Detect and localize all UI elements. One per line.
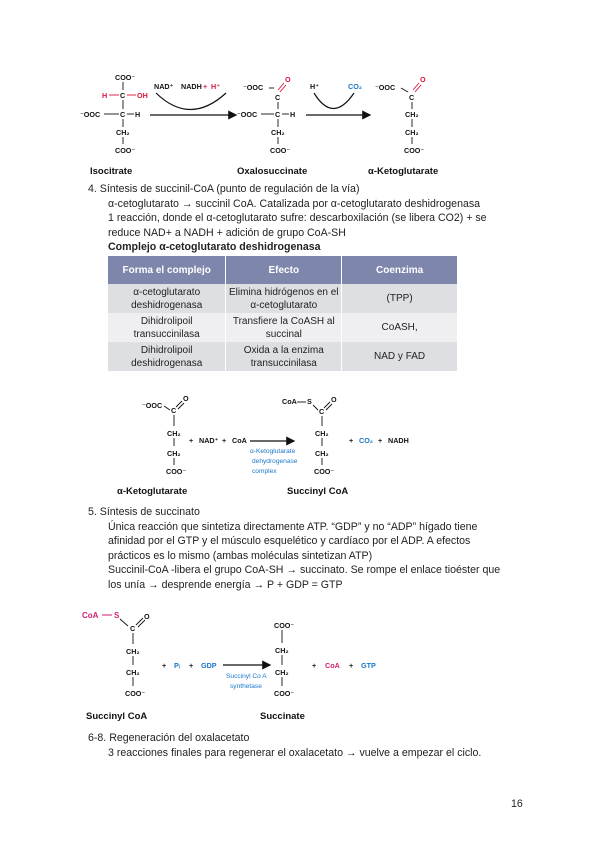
oxalosuccinate-h: H — [290, 110, 296, 119]
f2-keto-ooc: ⁻OOC — [142, 401, 163, 410]
table-row — [108, 342, 458, 371]
step1-h: H⁺ — [211, 82, 220, 91]
enzyme-complex-table — [108, 256, 458, 371]
table-cell: Dihidrolipoil deshidrogenasa — [108, 342, 226, 371]
step2-h: H⁺ — [310, 82, 319, 91]
ketoglutarate-label: α-Ketoglutarate — [368, 166, 439, 177]
step1-nad: NAD⁺ — [154, 82, 174, 91]
table-row — [108, 284, 458, 313]
f2-prod-nadh: NADH — [388, 436, 409, 445]
table-cell: Elimina hidrógenos en el α-cetoglutarato — [226, 284, 342, 313]
step1-plus: + — [203, 82, 208, 91]
f2-keto-ch2a: CH₂ — [167, 429, 181, 438]
f2-coa: CoA — [232, 436, 247, 445]
isocitrate-oh: OH — [137, 91, 148, 100]
isocitrate-ch2: CH₂ — [116, 128, 130, 137]
f2-succ-ch2a: CH₂ — [315, 429, 329, 438]
f3-prod-plus2: + — [349, 661, 354, 670]
isocitrate-label: Isocitrate — [90, 166, 133, 177]
section5-line3: prácticos es lo mismo (ambas moléculas sintetizan ATP) — [108, 550, 373, 562]
f3-succinate-ch2a: CH₂ — [275, 646, 289, 655]
oxalosuccinate-o: O — [285, 75, 291, 84]
section5-line2: afinidad por el GTP y el músculo esquelético y cardíaco por el ADP. A efectos — [108, 535, 471, 547]
f3-prod-plus1: + — [312, 661, 317, 670]
f2-succ-coo: COO⁻ — [314, 467, 335, 476]
f2-prod-co2: CO₂ — [359, 436, 373, 445]
f3-succinate-coo-bot: COO⁻ — [274, 689, 295, 698]
isocitrate-c2: C — [120, 110, 126, 119]
section68-heading: 6-8. Regeneración del oxalacetato — [88, 732, 250, 744]
section4-line2: 1 reacción, donde el α-cetoglutarato sufre: descarboxilación (se libera CO2) + se — [108, 212, 487, 224]
table-cell: Dihidrolipoil transuccinilasa — [108, 313, 226, 342]
isocitrate-coo-bot: COO⁻ — [115, 146, 136, 155]
f2-keto-coo: COO⁻ — [166, 467, 187, 476]
table-cell: Transfiere la CoASH al succinal — [226, 313, 342, 342]
oxalosuccinate-ooc: ⁻OOC — [243, 83, 264, 92]
f3-plus1: + — [162, 661, 167, 670]
section5-line5: los unía → desprende energía → P + GDP = GTP — [108, 579, 343, 591]
f2-plus1: + — [189, 436, 194, 445]
f2-prod-plus2: + — [378, 436, 383, 445]
f2-keto-c: C — [171, 406, 177, 415]
f3-enzyme-line1: Succinyl Co A — [226, 673, 267, 680]
oxalosuccinate-c2: C — [275, 110, 281, 119]
f2-enzyme-line3: complex — [252, 468, 277, 475]
oxalosuccinate-label: Oxalosuccinate — [237, 166, 308, 177]
f2-enzyme-line1: α-Ketoglutarate — [250, 448, 296, 455]
f2-succ-c: C — [319, 407, 325, 416]
f3-succ-coa: CoA — [82, 611, 99, 620]
f3-succinate-coo-top: COO⁻ — [274, 621, 295, 630]
f3-succ-coo: COO⁻ — [125, 689, 146, 698]
f3-pi: Pᵢ — [174, 661, 180, 670]
isocitrate-ooc: ⁻OOC — [80, 110, 101, 119]
f2-succ-coa: CoA — [282, 397, 297, 406]
ketoglutarate-ooc: ⁻OOC — [375, 83, 396, 92]
reaction-figure-succinyl-coa — [112, 390, 442, 502]
reaction-figure-isocitrate — [70, 68, 470, 180]
f3-succ-ch2b: CH₂ — [126, 668, 140, 677]
f3-succ-o: O — [144, 612, 150, 621]
f2-keto-ch2b: CH₂ — [167, 449, 181, 458]
section4-heading: 4. Síntesis de succinil-CoA (punto de regulación de la vía) — [88, 183, 360, 195]
f2-keto-o: O — [183, 394, 189, 403]
ketoglutarate-ch2a: CH₂ — [405, 110, 419, 119]
ketoglutarate-c: C — [409, 93, 415, 102]
f2-succ-o: O — [331, 395, 337, 404]
f3-succ-label: Succinyl CoA — [86, 711, 148, 722]
complex-title: Complejo α-cetoglutarato deshidrogenasa — [108, 241, 321, 253]
table-cell: (TPP) — [342, 284, 458, 313]
section5-line1: Única reacción que sintetiza directamente ATP. “GDP” y no “ADP” hígado tiene — [108, 521, 478, 533]
f3-succ-c: C — [130, 624, 136, 633]
f2-prod-plus1: + — [349, 436, 354, 445]
section5-heading: 5. Síntesis de succinato — [88, 506, 200, 518]
table-cell: NAD y FAD — [342, 342, 458, 371]
f3-enzyme-line2: synthetase — [230, 683, 262, 690]
table-cell: Oxida a la enzima transuccinilasa — [226, 342, 342, 371]
f3-prod-coa: CoA — [325, 661, 340, 670]
table-row — [108, 313, 458, 342]
f2-keto-label: α-Ketoglutarate — [117, 486, 188, 497]
section5-line4: Succinil-CoA -libera el grupo CoA-SH → succinato. Se rompe el enlace tioéster que — [108, 564, 501, 576]
reaction-figure-succinate — [80, 604, 410, 726]
f3-succinate-ch2b: CH₂ — [275, 668, 289, 677]
page-number: 16 — [511, 798, 523, 810]
table-cell: α-cetoglutarato deshidrogenasa — [108, 284, 226, 313]
table-header-cell: Forma el complejo — [108, 256, 226, 284]
f2-succ-ch2b: CH₂ — [315, 449, 329, 458]
table-cell: CoASH, — [342, 313, 458, 342]
section68-line1: 3 reacciones finales para regenerar el oxalacetato → vuelve a empezar el ciclo. — [108, 747, 482, 759]
f3-gdp: GDP — [201, 661, 217, 670]
f3-prod-gtp: GTP — [361, 661, 376, 670]
f3-succinate-label: Succinate — [260, 711, 305, 722]
oxalosuccinate-coo: COO⁻ — [270, 146, 291, 155]
oxalosuccinate-c: C — [275, 93, 281, 102]
f2-enzyme-line2: dehydrogenase — [252, 458, 298, 465]
f2-nad: NAD⁺ — [199, 436, 219, 445]
table-header-cell: Efecto — [226, 256, 342, 284]
step1-nadh: NADH — [181, 82, 202, 91]
isocitrate-h: H — [102, 91, 108, 100]
f3-succ-ch2a: CH₂ — [126, 647, 140, 656]
isocitrate-h2: H — [135, 110, 141, 119]
table-header-cell: Coenzima — [342, 256, 458, 284]
f2-succ-label: Succinyl CoA — [287, 486, 349, 497]
ketoglutarate-o: O — [420, 75, 426, 84]
oxalosuccinate-ooc2: ⁻OOC — [237, 110, 258, 119]
ketoglutarate-ch2b: CH₂ — [405, 128, 419, 137]
oxalosuccinate-ch2: CH₂ — [271, 128, 285, 137]
section4-line1: α-cetoglutarato → succinil CoA. Catalizada por α-cetoglutarato deshidrogenasa — [108, 198, 481, 210]
table-header-row — [108, 256, 458, 284]
step2-co2: CO₂ — [348, 82, 362, 91]
ketoglutarate-coo: COO⁻ — [404, 146, 425, 155]
f3-succ-s: S — [114, 611, 120, 620]
f2-succ-s: S — [307, 397, 312, 406]
isocitrate-c: C — [120, 91, 126, 100]
section4-line3: reduce NAD+ a NADH + adición de grupo CoA-SH — [108, 227, 346, 239]
isocitrate-coo-top: COO⁻ — [115, 73, 136, 82]
f3-plus2: + — [189, 661, 194, 670]
f2-plus2: + — [222, 436, 227, 445]
